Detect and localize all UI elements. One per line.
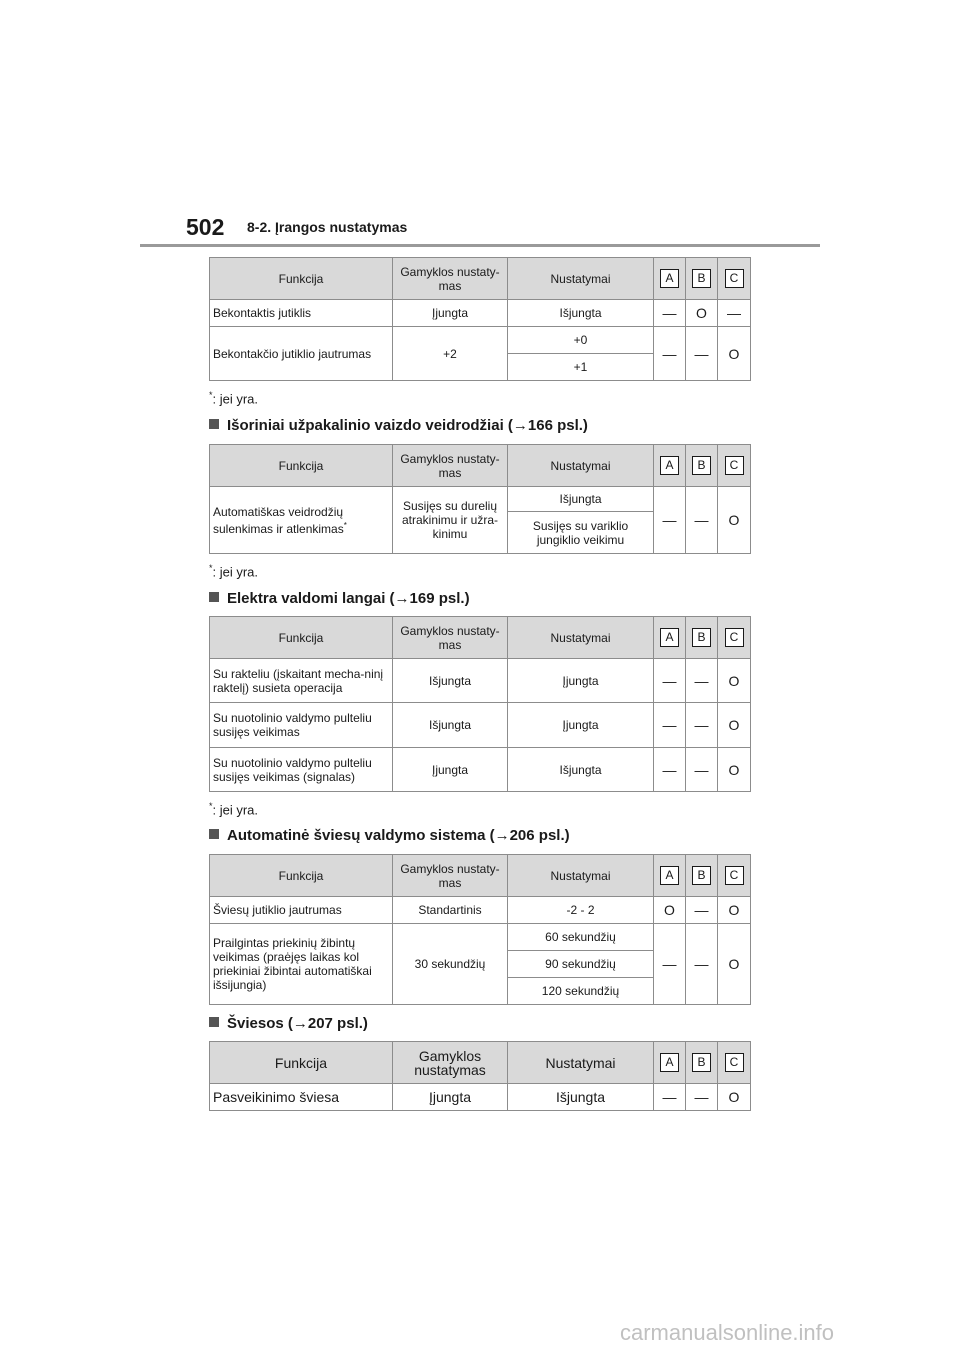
heading-text: Automatinė šviesų valdymo sistema (→206 psl.) [227, 827, 570, 844]
footnote: *: jei yra. [209, 563, 259, 580]
cell-setting: +1 [508, 354, 654, 381]
cell-a: — [654, 659, 686, 703]
cell-function: Prailgintas priekinių žibintų veikimas (praėjęs laikas kol priekiniai žibintai automatiškai išsijungia) [210, 924, 393, 1005]
cell-setting: Išjungta [508, 487, 654, 512]
cell-function: Šviesų jutiklio jautrumas [210, 897, 393, 924]
table-row [210, 487, 751, 512]
table-header-row [210, 445, 751, 487]
col-a-box: A [660, 866, 679, 885]
footnote-text: : jei yra. [212, 391, 259, 407]
footnote: *: jei yra. [209, 390, 259, 407]
col-c-box: C [725, 456, 744, 475]
heading-windows [209, 590, 470, 607]
cell-setting: Įjungta [508, 659, 654, 703]
col-settings: Nustatymai [508, 445, 654, 487]
cell-b: — [686, 924, 718, 1005]
table-mirrors [209, 444, 751, 554]
header-rule [140, 244, 820, 247]
col-function: Funkcija [210, 617, 393, 659]
square-bullet-icon [209, 829, 219, 839]
cell-a: — [654, 703, 686, 748]
cell-default: 30 sekundžių [393, 924, 508, 1005]
table-row [210, 748, 751, 792]
table-header-row [210, 1042, 751, 1084]
footnote-text: : jei yra. [212, 802, 259, 818]
col-a-box: A [660, 269, 679, 288]
cell-default: Susijęs su durelių atrakinimu ir užra-kinimu [393, 487, 508, 554]
col-function: Funkcija [210, 445, 393, 487]
heading-text: Šviesos (→207 psl.) [227, 1015, 368, 1032]
col-default: Gamyklos nustaty-mas [393, 855, 508, 897]
cell-c: O [718, 1084, 751, 1111]
cell-default: Išjungta [393, 703, 508, 748]
col-b-box: B [692, 269, 711, 288]
cell-setting: Išjungta [508, 748, 654, 792]
cell-c: O [718, 897, 751, 924]
cell-b: — [686, 897, 718, 924]
table-row [210, 659, 751, 703]
cell-function: Su nuotolinio valdymo pulteliu susijęs veikimas [210, 703, 393, 748]
heading-auto-lights [209, 827, 570, 844]
cell-default: Standartinis [393, 897, 508, 924]
cell-function: Su nuotolinio valdymo pulteliu susijęs veikimas (signalas) [210, 748, 393, 792]
footnote-text: : jei yra. [212, 564, 259, 580]
col-b-box: B [692, 866, 711, 885]
cell-a: — [654, 327, 686, 381]
cell-setting: Išjungta [508, 1084, 654, 1111]
cell-b: — [686, 703, 718, 748]
col-b-box: B [692, 1053, 711, 1072]
col-c-box: C [725, 866, 744, 885]
col-default: Gamyklos nustatymas [393, 1042, 508, 1084]
cell-c: O [718, 924, 751, 1005]
cell-setting: -2 - 2 [508, 897, 654, 924]
heading-lights [209, 1015, 368, 1032]
table-row [210, 897, 751, 924]
cell-default: Įjungta [393, 748, 508, 792]
cell-c: O [718, 748, 751, 792]
cell-default: +2 [393, 327, 508, 381]
col-function: Funkcija [210, 855, 393, 897]
col-default: Gamyklos nustaty-mas [393, 617, 508, 659]
cell-c: O [718, 487, 751, 554]
cell-default: Įjungta [393, 300, 508, 327]
col-a-box: A [660, 1053, 679, 1072]
table-proximity-sensor [209, 257, 751, 381]
cell-function: Bekontakčio jutiklio jautrumas [210, 327, 393, 381]
cell-setting: 60 sekundžių [508, 924, 654, 951]
heading-mirrors [209, 417, 588, 434]
cell-a: O [654, 897, 686, 924]
page-number: 502 [186, 214, 225, 240]
cell-c: — [718, 300, 751, 327]
cell-a: — [654, 487, 686, 554]
cell-function: Automatiškas veidrodžių sulenkimas ir atlenkimas* [210, 487, 393, 554]
table-header-row [210, 258, 751, 300]
col-c-box: C [725, 1053, 744, 1072]
cell-b: — [686, 327, 718, 381]
col-settings: Nustatymai [508, 617, 654, 659]
cell-b: O [686, 300, 718, 327]
col-c-box: C [725, 269, 744, 288]
col-c-box: C [725, 628, 744, 647]
table-header-row [210, 855, 751, 897]
table-row [210, 300, 751, 327]
col-settings: Nustatymai [508, 1042, 654, 1084]
col-function: Funkcija [210, 258, 393, 300]
heading-text: Išoriniai užpakalinio vaizdo veidrodžiai (→166 psl.) [227, 417, 588, 434]
col-a-box: A [660, 456, 679, 475]
square-bullet-icon [209, 592, 219, 602]
cell-a: — [654, 748, 686, 792]
table-row [210, 327, 751, 354]
cell-b: — [686, 748, 718, 792]
cell-function: Su rakteliu (įskaitant mecha-ninį raktelį) susieta operacija [210, 659, 393, 703]
cell-b: — [686, 487, 718, 554]
cell-setting: Įjungta [508, 703, 654, 748]
col-b-box: B [692, 628, 711, 647]
col-default: Gamyklos nustaty-mas [393, 258, 508, 300]
cell-default: Įjungta [393, 1084, 508, 1111]
cell-function: Pasveikinimo šviesa [210, 1084, 393, 1111]
cell-a: — [654, 924, 686, 1005]
cell-setting: 90 sekundžių [508, 951, 654, 978]
cell-setting: 120 sekundžių [508, 978, 654, 1005]
cell-setting: Susijęs su variklio jungiklio veikimu [508, 512, 654, 554]
col-b-box: B [692, 456, 711, 475]
col-settings: Nustatymai [508, 855, 654, 897]
cell-c: O [718, 659, 751, 703]
cell-c: O [718, 327, 751, 381]
cell-setting: +0 [508, 327, 654, 354]
col-a-box: A [660, 628, 679, 647]
section-title: 8-2. Įrangos nustatymas [247, 219, 408, 235]
table-row [210, 1084, 751, 1111]
table-row [210, 703, 751, 748]
cell-a: — [654, 300, 686, 327]
footnote: *: jei yra. [209, 801, 259, 818]
table-windows [209, 616, 751, 792]
square-bullet-icon [209, 419, 219, 429]
cell-b: — [686, 1084, 718, 1111]
watermark: carmanualsonline.info [620, 1320, 835, 1345]
cell-default: Išjungta [393, 659, 508, 703]
table-row [210, 924, 751, 951]
cell-c: O [718, 703, 751, 748]
cell-function: Bekontaktis jutiklis [210, 300, 393, 327]
table-lights [209, 1041, 751, 1111]
square-bullet-icon [209, 1017, 219, 1027]
table-auto-lights [209, 854, 751, 1005]
cell-setting: Išjungta [508, 300, 654, 327]
col-default: Gamyklos nustaty-mas [393, 445, 508, 487]
heading-text: Elektra valdomi langai (→169 psl.) [227, 590, 470, 607]
col-function: Funkcija [210, 1042, 393, 1084]
cell-function-text: Automatiškas veidrodžių sulenkimas ir atlenkimas [213, 504, 344, 536]
cell-b: — [686, 659, 718, 703]
cell-a: — [654, 1084, 686, 1111]
col-settings: Nustatymai [508, 258, 654, 300]
table-header-row [210, 617, 751, 659]
